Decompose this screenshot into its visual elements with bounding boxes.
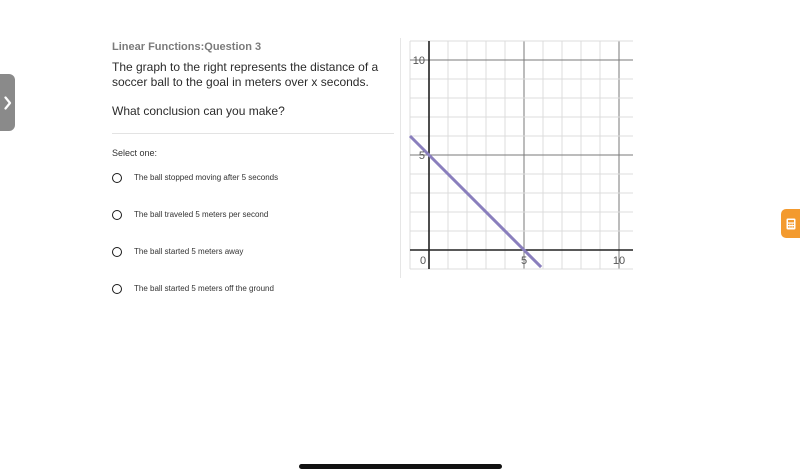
answer-option-label: The ball started 5 meters off the ground [134, 284, 274, 293]
question-title: Linear Functions:Question 3 [112, 41, 262, 53]
x-tick-label: 10 [612, 255, 626, 267]
x-tick-label: 5 [520, 255, 528, 267]
answer-option-label: The ball started 5 meters away [134, 247, 244, 256]
answer-option[interactable] [112, 210, 268, 220]
question-panel [112, 40, 394, 293]
radio-button[interactable] [112, 210, 122, 220]
answer-option-label: The ball stopped moving after 5 seconds [134, 173, 279, 182]
graph-panel [400, 38, 633, 278]
radio-button[interactable] [112, 247, 122, 257]
radio-button[interactable] [112, 284, 122, 294]
divider [112, 133, 394, 134]
answer-option[interactable] [112, 173, 278, 183]
calculator-icon [786, 218, 796, 230]
side-panel-toggle[interactable] [0, 74, 15, 131]
line-graph [401, 38, 633, 278]
x-tick-label: 0 [419, 255, 427, 267]
select-label: Select one: [112, 148, 158, 158]
y-tick-label: 10 [412, 55, 425, 67]
question-text: The graph to the right represents the distance of a soccer ball to the goal in meters over x seconds. [112, 60, 379, 89]
chevron-right-icon [4, 96, 12, 110]
home-indicator [299, 464, 502, 469]
answer-option-label: The ball traveled 5 meters per second [134, 210, 269, 219]
y-tick-label: 5 [418, 150, 425, 162]
answer-option[interactable] [112, 247, 243, 257]
question-prompt: What conclusion can you make? [112, 104, 285, 118]
calculator-button[interactable] [781, 209, 800, 238]
answer-option[interactable] [112, 284, 274, 294]
radio-button[interactable] [112, 173, 122, 183]
